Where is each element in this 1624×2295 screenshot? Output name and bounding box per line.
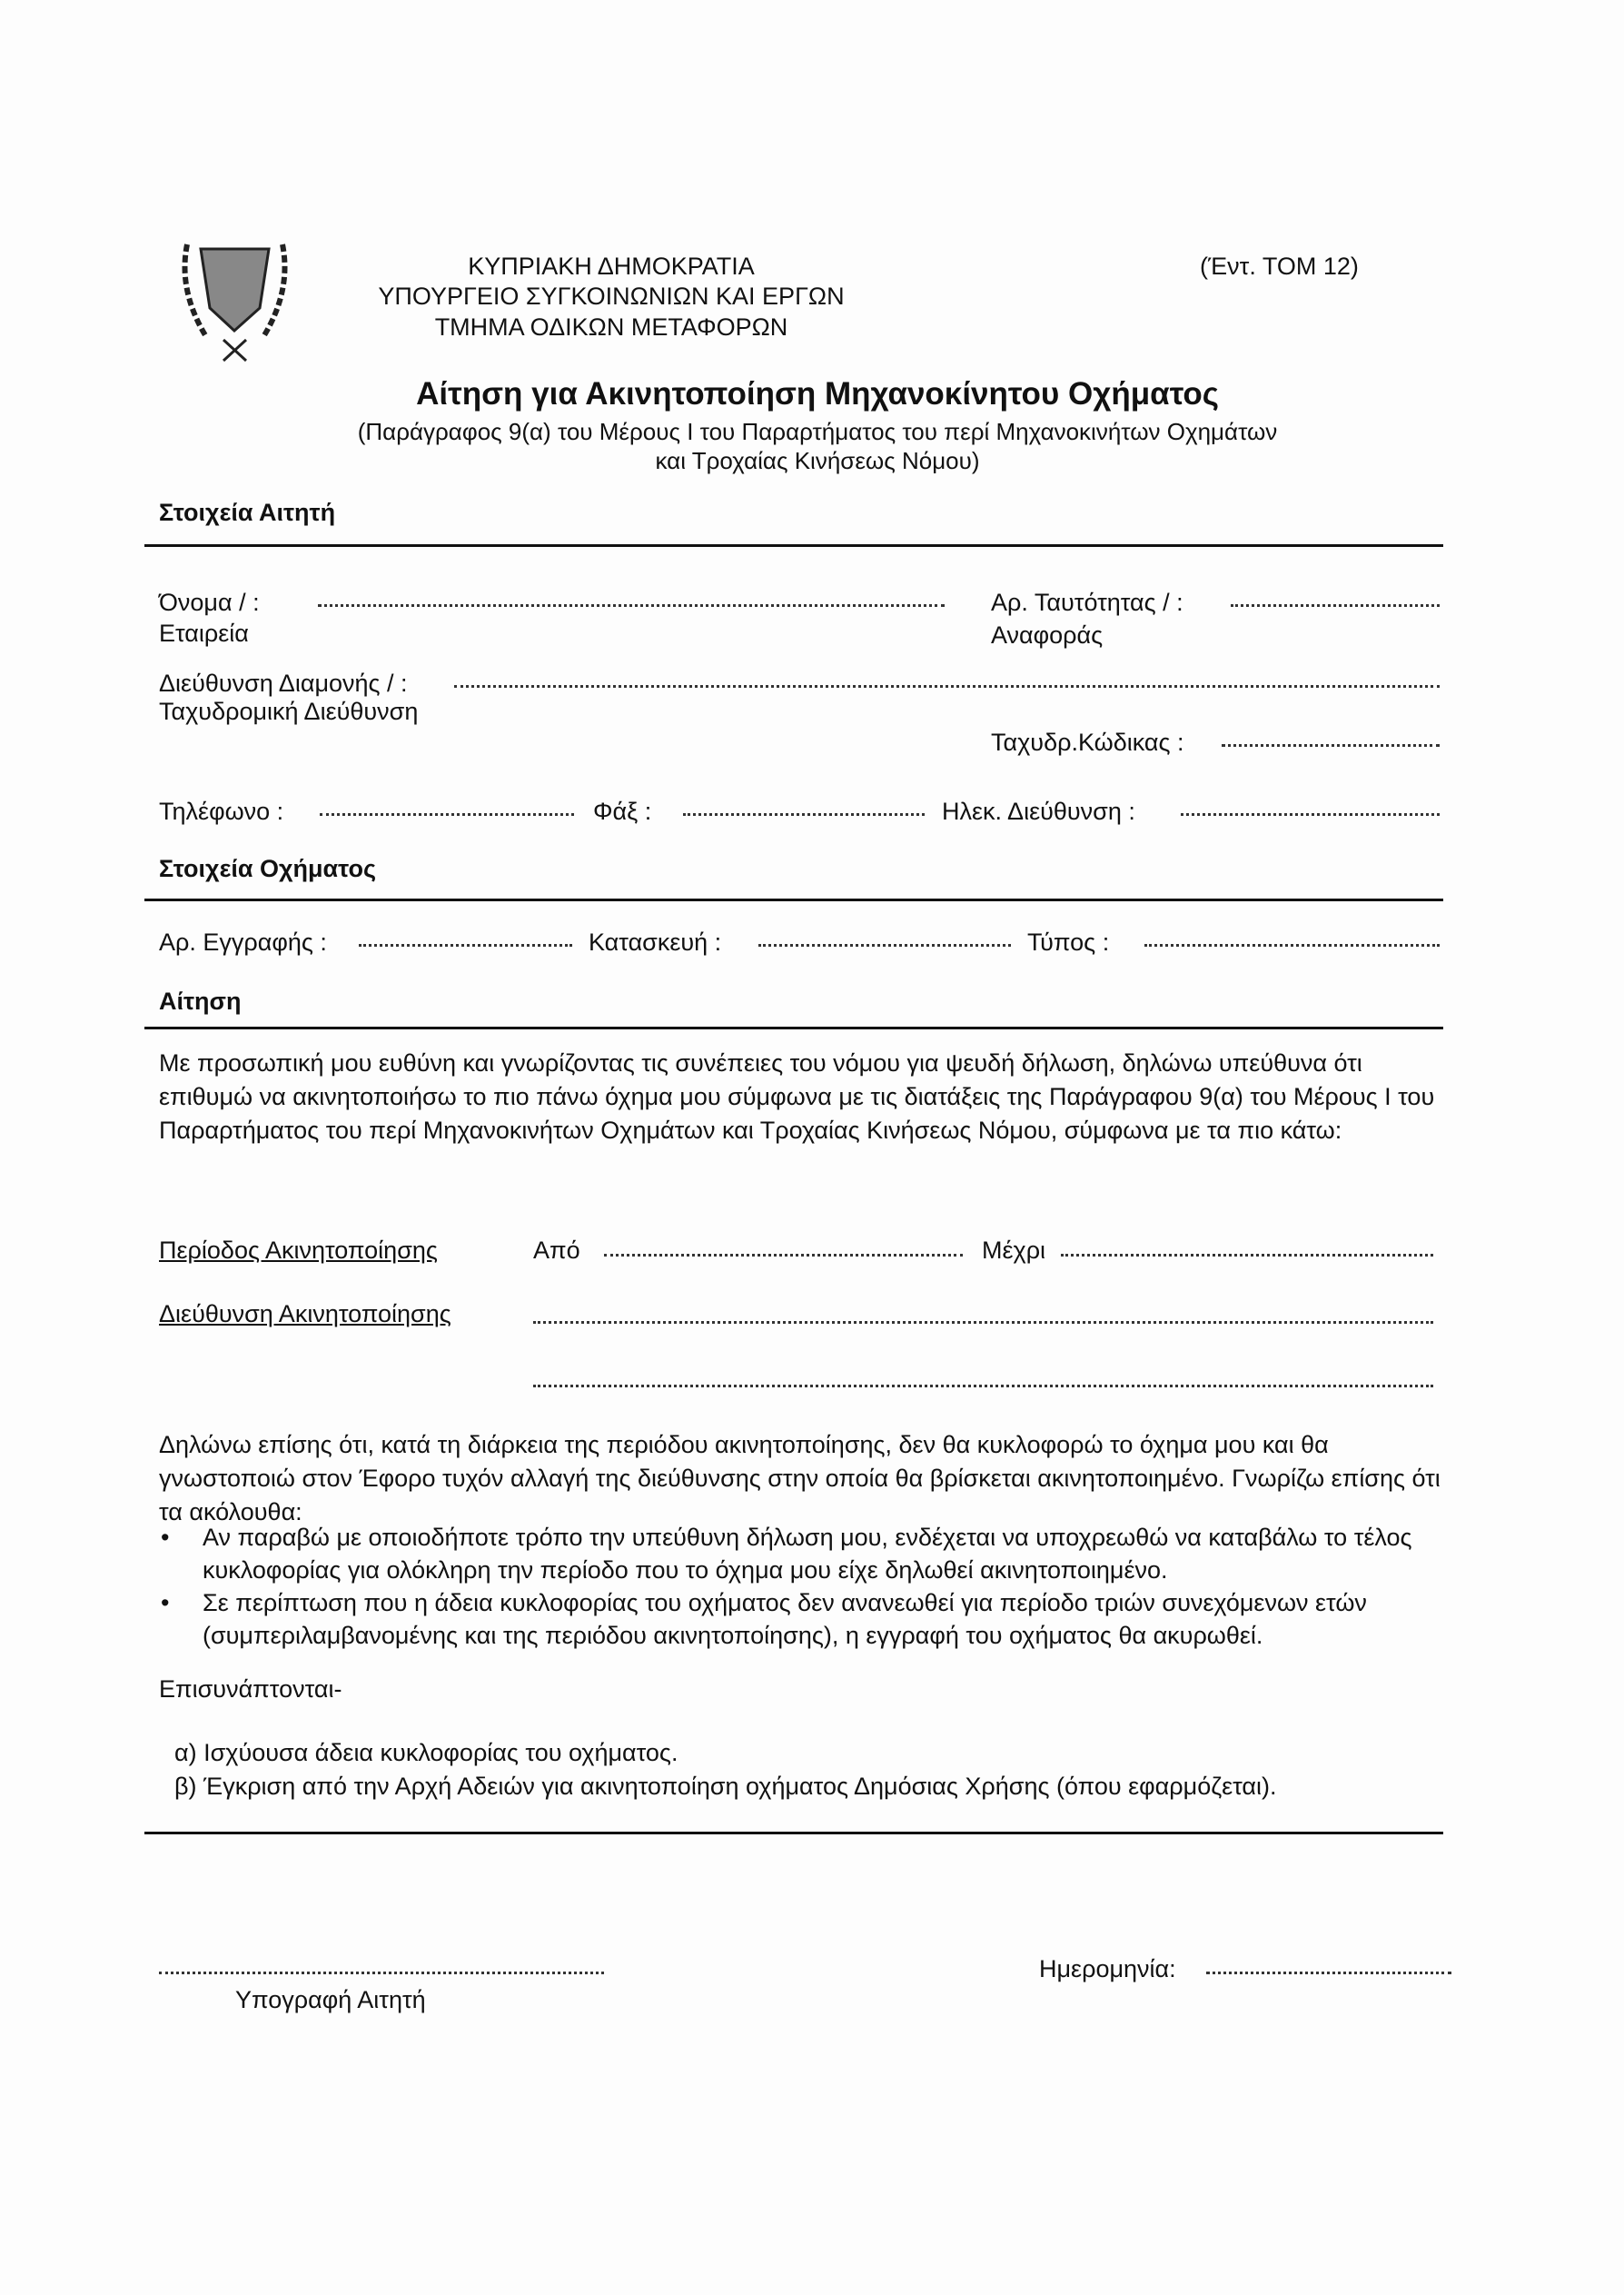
label-postcode: Ταχυδρ.Κώδικας : xyxy=(991,729,1184,756)
label-attached: Επισυνάπτονται- xyxy=(159,1675,342,1703)
second-declaration: Δηλώνω επίσης ότι, κατά τη διάρκεια της περιόδου ακινητοποίησης, δεν θα κυκλοφορώ το όχημα μου και θα γνωστοποιώ στον Έφορο τυχόν αλλαγή της διεύθυνσης στην οποία θα βρίσκεται ακινητοποιημένο. Γνωρίζω επίσης ότι τα ακόλουθα: xyxy=(159,1431,1441,1525)
label-company: Εταιρεία xyxy=(159,620,249,647)
condition-item: • Αν παραβώ με οποιοδήποτε τρόπο την υπεύθυνη δήλωση μου, ενδέχεται να υποχρεωθώ να καταβάλω το τέλος κυκλοφορίας για ολόκληρη την περίοδο που το όχημα μου είχε δηλωθεί ακινητοποιημένο. xyxy=(159,1521,1449,1586)
signature-field[interactable] xyxy=(159,1972,604,1974)
label-date: Ημερομηνία: xyxy=(1039,1955,1176,1982)
label-fax: Φάξ : xyxy=(593,798,652,825)
label-period: Περίοδος Ακινητοποίησης xyxy=(159,1237,438,1264)
date-field[interactable] xyxy=(1206,1972,1451,1974)
form-code: (Έντ. ΤΟΜ 12) xyxy=(1200,253,1359,280)
label-phone: Τηλέφωνο : xyxy=(159,798,284,825)
name-field[interactable] xyxy=(318,604,945,607)
attachment-b: β) Έγκριση από την Αρχή Αδειών για ακινητοποίηση οχήματος Δημόσιας Χρήσης (όπου εφαρμόζεται). xyxy=(174,1773,1277,1800)
registration-field[interactable] xyxy=(359,944,572,947)
condition-item: • Σε περίπτωση που η άδεια κυκλοφορίας του οχήματος δεν ανανεωθεί για περίοδο τριών συνεχόμενων ετών (συμπεριλαμβανομένης και της περιόδου ακινητοποίησης), η εγγραφή του οχήματος θα ακυρωθεί. xyxy=(159,1586,1449,1652)
form-subtitle-2: και Τροχαίας Κινήσεως Νόμου) xyxy=(655,447,980,474)
address-field[interactable] xyxy=(454,685,1440,688)
label-make: Κατασκευή : xyxy=(589,929,722,956)
email-field[interactable] xyxy=(1181,813,1440,816)
header-ministry: ΥΠΟΥΡΓΕΙΟ ΣΥΓΚΟΙΝΩΝΙΩΝ ΚΑΙ ΕΡΓΩΝ xyxy=(378,283,845,310)
label-address: Διεύθυνση Διαμονής / : xyxy=(159,670,408,697)
divider xyxy=(144,1027,1443,1029)
from-date-field[interactable] xyxy=(604,1254,963,1257)
label-from: Από xyxy=(533,1237,580,1264)
label-signature: Υπογραφή Αιτητή xyxy=(235,1986,426,2013)
cyprus-coat-of-arms-logo xyxy=(169,235,302,363)
attachment-a: α) Ισχύουσα άδεια κυκλοφορίας του οχήματος. xyxy=(174,1739,678,1766)
divider xyxy=(144,1832,1443,1834)
postcode-field[interactable] xyxy=(1222,744,1440,747)
type-field[interactable] xyxy=(1144,944,1440,947)
id-field[interactable] xyxy=(1231,604,1440,607)
phone-field[interactable] xyxy=(320,813,574,816)
label-name: Όνομα / : xyxy=(159,589,260,616)
fax-field[interactable] xyxy=(683,813,925,816)
conditions-list xyxy=(159,1521,1449,1652)
declaration-paragraph: Με προσωπική μου ευθύνη και γνωρίζοντας τις συνέπειες του νόμου για ψευδή δήλωση, δηλώνω υπεύθυνα ότι επιθυμώ να ακινητοποιήσω το πιο πάνω όχημα μου σύμφωνα με τις διατάξεις της Παράγραφου 9(α) του Μέρους Ι του Παραρτήματος του περί Μηχανοκινήτων Οχημάτων και Τροχαίας Κινήσεως Νόμου, σύμφωνα με τα πιο κάτω: xyxy=(159,1049,1435,1144)
to-date-field[interactable] xyxy=(1061,1254,1433,1257)
label-type: Τύπος : xyxy=(1027,929,1110,956)
make-field[interactable] xyxy=(758,944,1011,947)
section-request: Αίτηση xyxy=(159,988,242,1015)
section-applicant: Στοιχεία Αιτητή xyxy=(159,499,336,526)
header-republic: ΚΥΠΡΙΑΚΗ ΔΗΜΟΚΡΑΤΙΑ xyxy=(468,253,755,280)
section-vehicle: Στοιχεία Οχήματος xyxy=(159,855,376,882)
form-subtitle: (Παράγραφος 9(α) του Μέρους Ι του Παραρτήματος του περί Μηχανοκινήτων Οχημάτων xyxy=(357,418,1278,445)
label-email: Ηλεκ. Διεύθυνση : xyxy=(942,798,1135,825)
label-to: Μέχρι xyxy=(982,1237,1046,1264)
label-reference: Αναφοράς xyxy=(991,621,1104,649)
label-id: Αρ. Ταυτότητας / : xyxy=(991,589,1183,616)
divider xyxy=(144,544,1443,547)
header-department: ΤΜΗΜΑ ΟΔΙΚΩΝ ΜΕΤΑΦΟΡΩΝ xyxy=(434,313,788,341)
label-postal-address: Ταχυδρομική Διεύθυνση xyxy=(159,698,419,725)
immobilisation-address-field-2[interactable] xyxy=(533,1385,1433,1387)
divider xyxy=(144,899,1443,901)
form-title: Αίτηση για Ακινητοποίηση Μηχανοκίνητου Οχήματος xyxy=(416,376,1219,412)
label-immobilisation-address: Διεύθυνση Ακινητοποίησης xyxy=(159,1300,451,1327)
immobilisation-address-field[interactable] xyxy=(533,1321,1433,1324)
label-registration: Αρ. Εγγραφής : xyxy=(159,929,327,956)
